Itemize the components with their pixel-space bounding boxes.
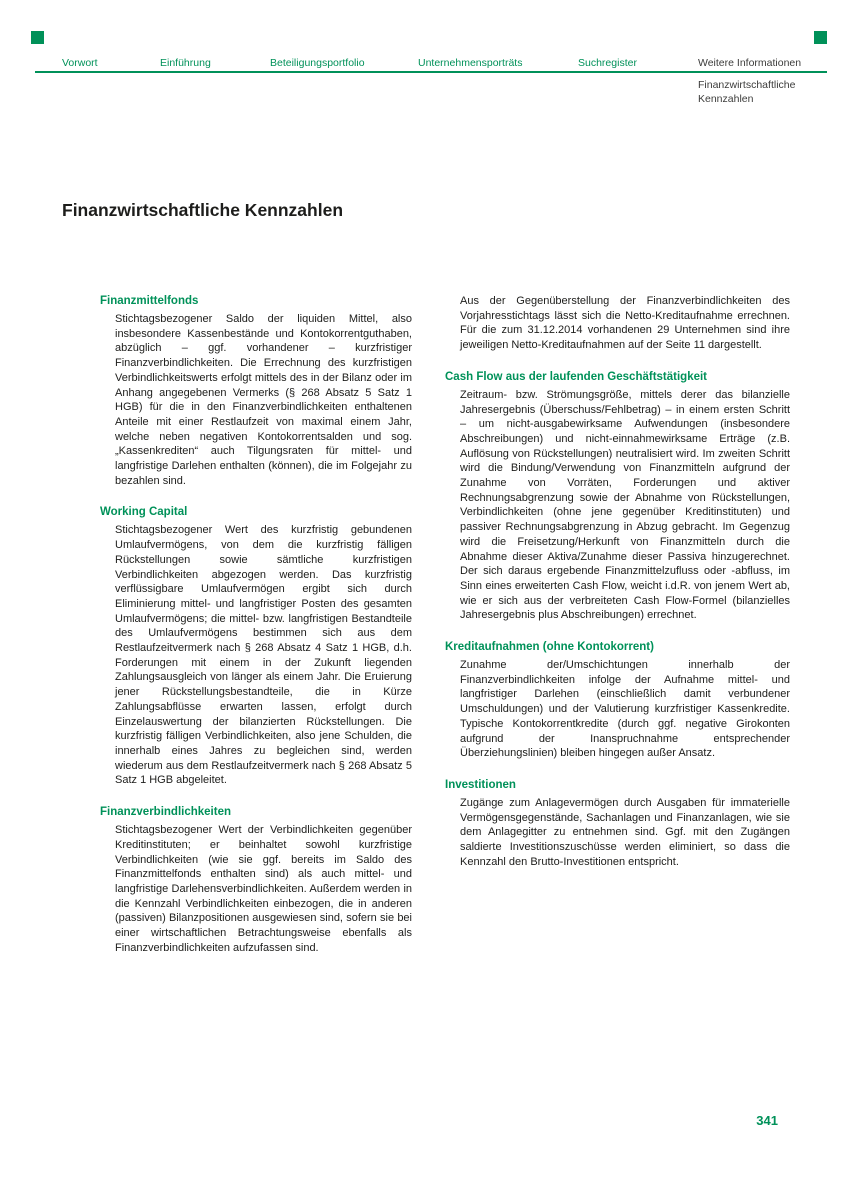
glossary-definition: Zeitraum- bzw. Strömungsgröße, mittels derer das bilanzielle Jahresergebnis (Überschuss/Fehlbetrag) – in einem ersten Schritt – um nicht-ausgabewirksame Aufwendungen (insbesondere Abschreibungen) und nicht-einnahmewirksame Erträge (z.B. Auflösung von Rückstellungen) neutralisiert wird. Im zweiten Schritt wird die Bindung/Verwendung von Finanzmitteln aufgrund der Zunahme von Vorräten, Forderungen und aktiver Rechnungsabgrenzung sowie der Abnahme von Rückstellungen, Verbindlichkeiten (ohne jene gegenüber Kreditinstituten) und passiver Rechnungsabgrenzung in Abzug gebracht. Im Gegenzug wird die Freisetzung/Herkunft von Finanzmitteln durch die Abnahme dieser Aktiva/Zunahme dieser Passiva hinzugerechnet. Der sich daraus ergebende Finanzmittelzufluss oder -abfluss, im Sinn eines erweiterten Cash Flow, weicht i.d.R. von jenem Wert ab, wie er sich aus der verbreiteten Cash Flow-Formel (bilanzielles Jahresergebnis plus Abschreibungen) errechnet. [460,388,790,622]
glossary-definition: Stichtagsbezogener Saldo der liquiden Mittel, also insbesondere Kassenbestände und Kontokorrentguthaben, abzüglich – ggf. vorhandener – kurzfristiger Finanzverbindlichkeiten. Die Errechnung des kurzfristigen Verbindlichkeitswerts erfolgt mittels des in der Bilanz oder im Anhang angegebenen Vermerks (§ 268 Absatz 5 Satz 1 HGB) für die in den Finanzverbindlichkeiten enthaltenen Anteile mit einer Restlaufzeit von maximal einem Jahr, welche neben negativen Kontokorrentsalden und sog. „Kassenkrediten“ auch Tilgungsraten für mittel- und langfristige Darlehen enthalten (können), die im Folgejahr zu bezahlen sind. [115,313,412,487]
glossary-definition: Zugänge zum Anlagevermögen durch Ausgaben für immaterielle Vermögensgegenstände, Sachanlagen und Finanzanlagen, wie sie dem Anlagegitter zu entnehmen sind. Ggf. mit den Zugängen saldierte Investitionszuschüsse werden eliminiert, so dass die Kennzahl den Brutto-Investitionen entspricht. [460,796,790,868]
glossary-entry-working-capital [100,505,412,788]
glossary-entry-finanzmittelfonds [100,294,412,488]
glossary-term: Working Capital [100,506,188,519]
nav-item-suchregister[interactable]: Suchregister [578,57,637,69]
nav-item-vorwort[interactable]: Vorwort [62,57,98,69]
glossary-left-column [100,294,412,955]
glossary-continuation-paragraph: Aus der Gegenüberstellung der Finanzverbindlichkeiten des Vorjahresstichtags lässt sich die Netto-Kreditaufnahme errechnen. Für die zum 31.12.2014 vorhandenen 29 Unternehmen sind ihre jeweiligen Netto-Kreditaufnahmen auf der Seite 11 dargestellt. [460,295,790,352]
glossary-columns [100,294,790,955]
glossary-entry-cash-flow [445,370,790,623]
glossary-definition: Stichtagsbezogener Wert des kurzfristig gebundenen Umlaufvermögens, von dem die kurzfristig fälligen Rückstellungen sowie sämtliche kurzfristigen Verbindlichkeiten abgezogen werden. Das kurzfristig verflüssigbare Umlaufvermögen ergibt sich durch Eliminierung mittel- und langfristiger Posten des gesamten Umlaufvermögens; die mittel- bzw. langfristigen Bestandteile des Umlaufvermögens bestimmen sich aus dem Restlaufzeitvermerk nach § 268 Absatz 4 Satz 1 HGB, d.h. Forderungen mit einem in der Zukunft liegenden Zahlungsausgleich von länger als einem Jahr. Die Eruierung jener Rückstellungsbestandteile, die in Kürze Zahlungsabflüsse erwarten lassen, erfolgt durch Einzelauswertung der bilanzierten Rückstellungen. Die kurzfristig fälligen Verbindlichkeiten, also jene Schulden, die innerhalb eines Jahres zu begleichen sind, werden wiederum aus dem Restlaufzeitvermerk nach § 268 Absatz 5 Satz 1 HGB abgeleitet. [115,524,412,787]
nav-item-weitere-informationen[interactable]: Weitere Informationen [698,57,802,69]
nav-item-unternehmensportraets[interactable]: Unternehmensporträts [418,57,523,69]
nav-item-einfuehrung[interactable]: Einführung [160,57,211,69]
glossary-right-column [445,294,790,955]
nav-divider-rule [35,71,827,73]
corner-mark-right [814,31,827,44]
glossary-definition: Zunahme der/Umschichtungen innerhalb der Finanzverbindlichkeiten infolge der Aufnahme mittel- und langfristiger Darlehen (einschließlich damit verbundener Umschuldungen) und der Valutierung kurzfristiger Kassenkredite. Typische Kontokorrentkredite (durch ggf. negative Girokonten aufgrund der Inanspruchnahme entsprechender Überziehungslinien) bleiben hingegen außer Ansatz. [460,659,790,760]
glossary-entry-kreditaufnahmen [445,640,790,761]
glossary-entry-finanzverbindlichkeiten [100,805,412,955]
nav-current-section [698,79,795,106]
glossary-term: Finanzmittelfonds [100,295,199,307]
glossary-term: Kreditaufnahmen (ohne Kontokorrent) [445,641,654,654]
page-number: 341 [756,1113,778,1128]
nav-current-section-line1: Finanzwirtschaftliche [698,79,796,91]
nav-item-beteiligungsportfolio[interactable]: Beteiligungsportfolio [270,57,365,69]
glossary-entry-investitionen [445,778,790,870]
nav-current-section-line2: Kennzahlen [698,92,754,105]
page-title: Finanzwirtschaftliche Kennzahlen [62,200,344,220]
glossary-term: Investitionen [445,778,516,791]
glossary-term: Cash Flow aus der laufenden Geschäftstätigkeit [445,370,708,383]
glossary-term: Finanzverbindlichkeiten [100,806,231,819]
corner-mark-left [31,31,44,44]
glossary-definition: Stichtagsbezogener Wert der Verbindlichkeiten gegenüber Kreditinstituten; er beinhaltet sowohl kurzfristige Verbindlichkeiten (wie sie ggf. bereits im Saldo des Finanzmittelfonds enthalten sind) als auch mittel- und langfristige Darlehensverbindlichkeiten. Außerdem werden in die Kennzahl Verbindlichkeiten einbezogen, die in anderen (passiven) Bilanzpositionen ausgewiesen sind, sofern sie bei einer wirtschaftlichen Betrachtungsweise ebenfalls als Finanzverbindlichkeiten aufzufassen sind. [115,824,412,954]
